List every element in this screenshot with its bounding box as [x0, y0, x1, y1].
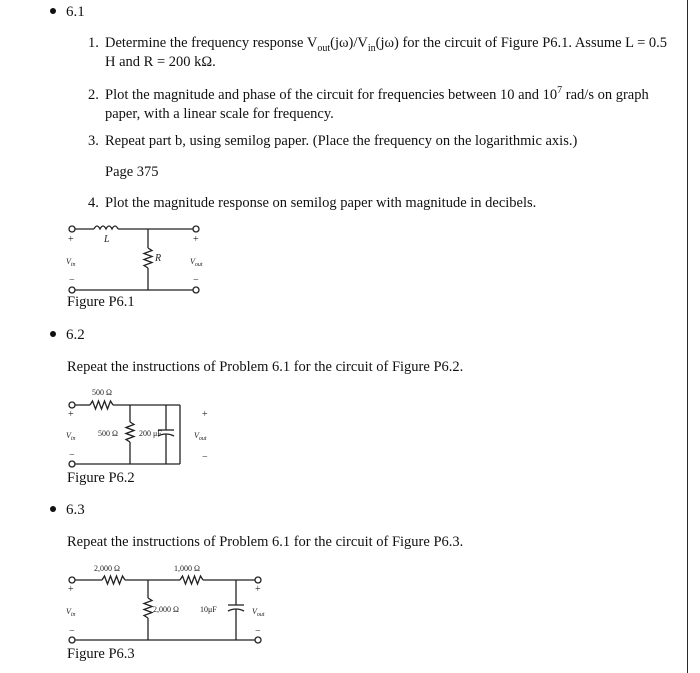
problem-6-3-heading — [50, 502, 85, 519]
page-right-border — [687, 0, 688, 673]
item-text: Repeat part b, using semilog paper. (Place the frequency on the logarithmic axis.) — [105, 133, 578, 149]
item-text — [105, 34, 673, 72]
item-text-part: Determine the frequency response V — [105, 35, 318, 51]
shunt-resistor-zigzag — [144, 598, 152, 618]
series-resistor-1-label: 2,000 Ω — [94, 564, 120, 573]
page-note: Page 375 — [105, 164, 159, 180]
item-text-part: Plot the magnitude and phase of the circuit for frequencies between 10 and 10 — [105, 87, 558, 103]
vout-label: $V_{out}$ — [190, 257, 203, 268]
minus-sign-out: − — [193, 275, 199, 286]
minus-sign-in: − — [69, 450, 75, 461]
minus-sign-out: − — [255, 626, 261, 637]
plus-sign-in: + — [68, 234, 74, 245]
shunt-resistor-label: 2,000 Ω — [153, 605, 179, 614]
figure-p6-2-circuit — [60, 384, 220, 472]
item-text-part: (jω) for the circuit of Figure P6.1. Assume L = 0.5 — [375, 35, 668, 51]
series-resistor-2-zigzag — [180, 576, 203, 584]
minus-sign-out: − — [202, 452, 208, 463]
subscript-out: out — [317, 42, 331, 54]
plus-sign-out: + — [202, 409, 208, 420]
superscript-exponent: 7 — [557, 85, 563, 97]
minus-sign-in: − — [69, 275, 75, 286]
item-text-part: (jω)/V — [330, 35, 368, 51]
vin-label: $V_{in}$ — [66, 431, 76, 442]
output-terminal-top — [193, 226, 199, 232]
problem-label: 6.2 — [66, 327, 85, 343]
capacitor-label: 200 μF — [139, 429, 162, 438]
vout-label: $V_{out}$ — [194, 431, 207, 442]
figure-p6-1-caption: Figure P6.1 — [67, 294, 135, 310]
figure-p6-3-circuit — [60, 560, 280, 648]
item-number: 1. — [88, 35, 99, 51]
vin-label: $V_{in}$ — [66, 607, 76, 618]
input-terminal-bottom — [69, 287, 75, 293]
minus-sign-in: − — [69, 626, 75, 637]
plus-sign-out: + — [193, 234, 199, 245]
vin-label: $V_{in}$ — [66, 257, 76, 268]
resistor-zigzag — [144, 248, 152, 268]
problem-label: 6.1 — [66, 4, 85, 20]
input-terminal-top — [69, 226, 75, 232]
item-number: 4. — [88, 195, 99, 211]
problem-6-3-instruction: Repeat the instructions of Problem 6.1 for the circuit of Figure P6.3. — [67, 534, 464, 550]
figure-p6-2-caption: Figure P6.2 — [67, 470, 135, 486]
item-text: Plot the magnitude response on semilog paper with magnitude in decibels. — [105, 195, 537, 211]
output-terminal-bottom — [193, 287, 199, 293]
resistor-label: R — [155, 253, 162, 264]
figure-p6-3-caption: Figure P6.3 — [67, 646, 135, 662]
item-text-line-2: H and R = 200 kΩ. — [105, 54, 216, 70]
inductor-coil — [94, 226, 118, 229]
series-resistor-1-zigzag — [102, 576, 125, 584]
bullet-icon — [50, 8, 56, 14]
figure-p6-1-circuit — [60, 220, 220, 302]
plus-sign-in: + — [68, 584, 74, 595]
bullet-icon — [50, 331, 56, 337]
item-text-line-2: paper, with a linear scale for frequency. — [105, 106, 334, 122]
shunt-resistor-label: 500 Ω — [98, 429, 118, 438]
problem-label: 6.3 — [66, 502, 85, 518]
series-resistor-2-label: 1,000 Ω — [174, 564, 200, 573]
shunt-resistor-zigzag — [126, 422, 134, 442]
series-resistor-zigzag — [90, 401, 113, 409]
item-text — [105, 86, 673, 124]
capacitor-label: 10μF — [200, 605, 217, 614]
problem-6-1-heading — [50, 4, 85, 21]
bullet-icon — [50, 506, 56, 512]
vout-label: $V_{out}$ — [252, 607, 265, 618]
problem-6-2-instruction: Repeat the instructions of Problem 6.1 for the circuit of Figure P6.2. — [67, 359, 464, 375]
plus-sign-out: + — [255, 584, 261, 595]
plus-sign-in: + — [68, 409, 74, 420]
item-number: 2. — [88, 87, 99, 103]
subscript-in: in — [367, 42, 376, 54]
item-text-part: rad/s on graph — [562, 87, 649, 103]
item-number: 3. — [88, 133, 99, 149]
problem-6-2-heading — [50, 327, 85, 344]
series-resistor-label: 500 Ω — [92, 388, 112, 397]
inductor-label: L — [104, 234, 110, 245]
